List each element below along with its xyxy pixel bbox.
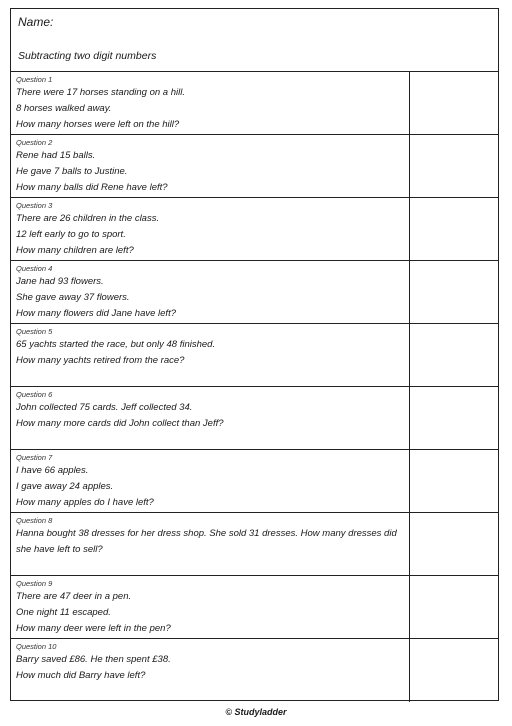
question-text: One night 11 escaped. <box>16 607 111 618</box>
question-text: She gave away 37 flowers. <box>16 292 130 303</box>
question-cell <box>11 198 410 260</box>
question-text: 65 yachts started the race, but only 48 finished. <box>16 339 216 350</box>
question-text: How many children are left? <box>16 245 134 256</box>
answer-box-8[interactable] <box>410 513 498 575</box>
question-text: How many apples do I have left? <box>16 497 154 508</box>
question-cell <box>11 576 410 638</box>
question-text: There are 26 children in the class. <box>16 213 160 224</box>
answer-box-7[interactable] <box>410 450 498 512</box>
question-row-2 <box>11 135 498 198</box>
question-row-9 <box>11 576 498 639</box>
question-text: How many deer were left in the pen? <box>16 623 171 634</box>
question-row-10 <box>11 639 498 702</box>
question-text: He gave 7 balls to Justine. <box>16 166 128 177</box>
question-text: Barry saved £86. He then spent £38. <box>16 654 171 665</box>
answer-box-4[interactable] <box>410 261 498 323</box>
question-text: I have 66 apples. <box>16 465 89 476</box>
question-row-8 <box>11 513 498 576</box>
question-cell <box>11 450 410 512</box>
question-row-6 <box>11 387 498 450</box>
question-cell <box>11 261 410 323</box>
question-cell <box>11 639 410 702</box>
question-row-1 <box>11 72 498 135</box>
question-text: How many balls did Rene have left? <box>16 182 168 193</box>
answer-box-5[interactable] <box>410 324 498 386</box>
question-row-3 <box>11 198 498 261</box>
worksheet-title: Subtracting two digit numbers <box>18 50 157 62</box>
worksheet-header <box>11 9 498 72</box>
question-row-5 <box>11 324 498 387</box>
answer-box-6[interactable] <box>410 387 498 449</box>
worksheet <box>10 8 499 701</box>
question-number: Question 2 <box>16 138 53 147</box>
question-text: Hanna bought 38 dresses for her dress shop. She sold 31 dresses. How many dresses did she have left to sell? <box>16 528 397 555</box>
copyright-footer: © Studyladder <box>225 707 287 717</box>
question-number: Question 5 <box>16 327 53 336</box>
name-label: Name: <box>18 15 54 29</box>
question-number: Question 3 <box>16 201 53 210</box>
question-text: How many yachts retired from the race? <box>16 355 185 366</box>
question-text: 12 left early to go to sport. <box>16 229 126 240</box>
question-text: Rene had 15 balls. <box>16 150 96 161</box>
answer-box-3[interactable] <box>410 198 498 260</box>
question-cell <box>11 324 410 386</box>
question-text: How many more cards did John collect than Jeff? <box>16 418 224 429</box>
question-text: There were 17 horses standing on a hill. <box>16 87 185 98</box>
question-text: John collected 75 cards. Jeff collected 34. <box>16 402 193 413</box>
question-number: Question 1 <box>16 75 53 84</box>
question-text: 8 horses walked away. <box>16 103 112 114</box>
answer-box-10[interactable] <box>410 639 498 702</box>
question-row-4 <box>11 261 498 324</box>
question-cell <box>11 513 410 575</box>
question-text: How many horses were left on the hill? <box>16 119 180 130</box>
question-text: There are 47 deer in a pen. <box>16 591 132 602</box>
question-text: How much did Barry have left? <box>16 670 146 681</box>
question-cell <box>11 72 410 134</box>
question-cell <box>11 387 410 449</box>
question-text: Jane had 93 flowers. <box>16 276 104 287</box>
question-table <box>11 72 498 702</box>
answer-box-2[interactable] <box>410 135 498 197</box>
question-number: Question 6 <box>16 390 53 399</box>
question-number: Question 4 <box>16 264 53 273</box>
question-number: Question 8 <box>16 516 53 525</box>
question-number: Question 7 <box>16 453 53 462</box>
question-cell <box>11 135 410 197</box>
question-text: How many flowers did Jane have left? <box>16 308 176 319</box>
question-row-7 <box>11 450 498 513</box>
question-number: Question 10 <box>16 642 57 651</box>
answer-box-1[interactable] <box>410 72 498 134</box>
question-number: Question 9 <box>16 579 53 588</box>
question-text: I gave away 24 apples. <box>16 481 114 492</box>
answer-box-9[interactable] <box>410 576 498 638</box>
